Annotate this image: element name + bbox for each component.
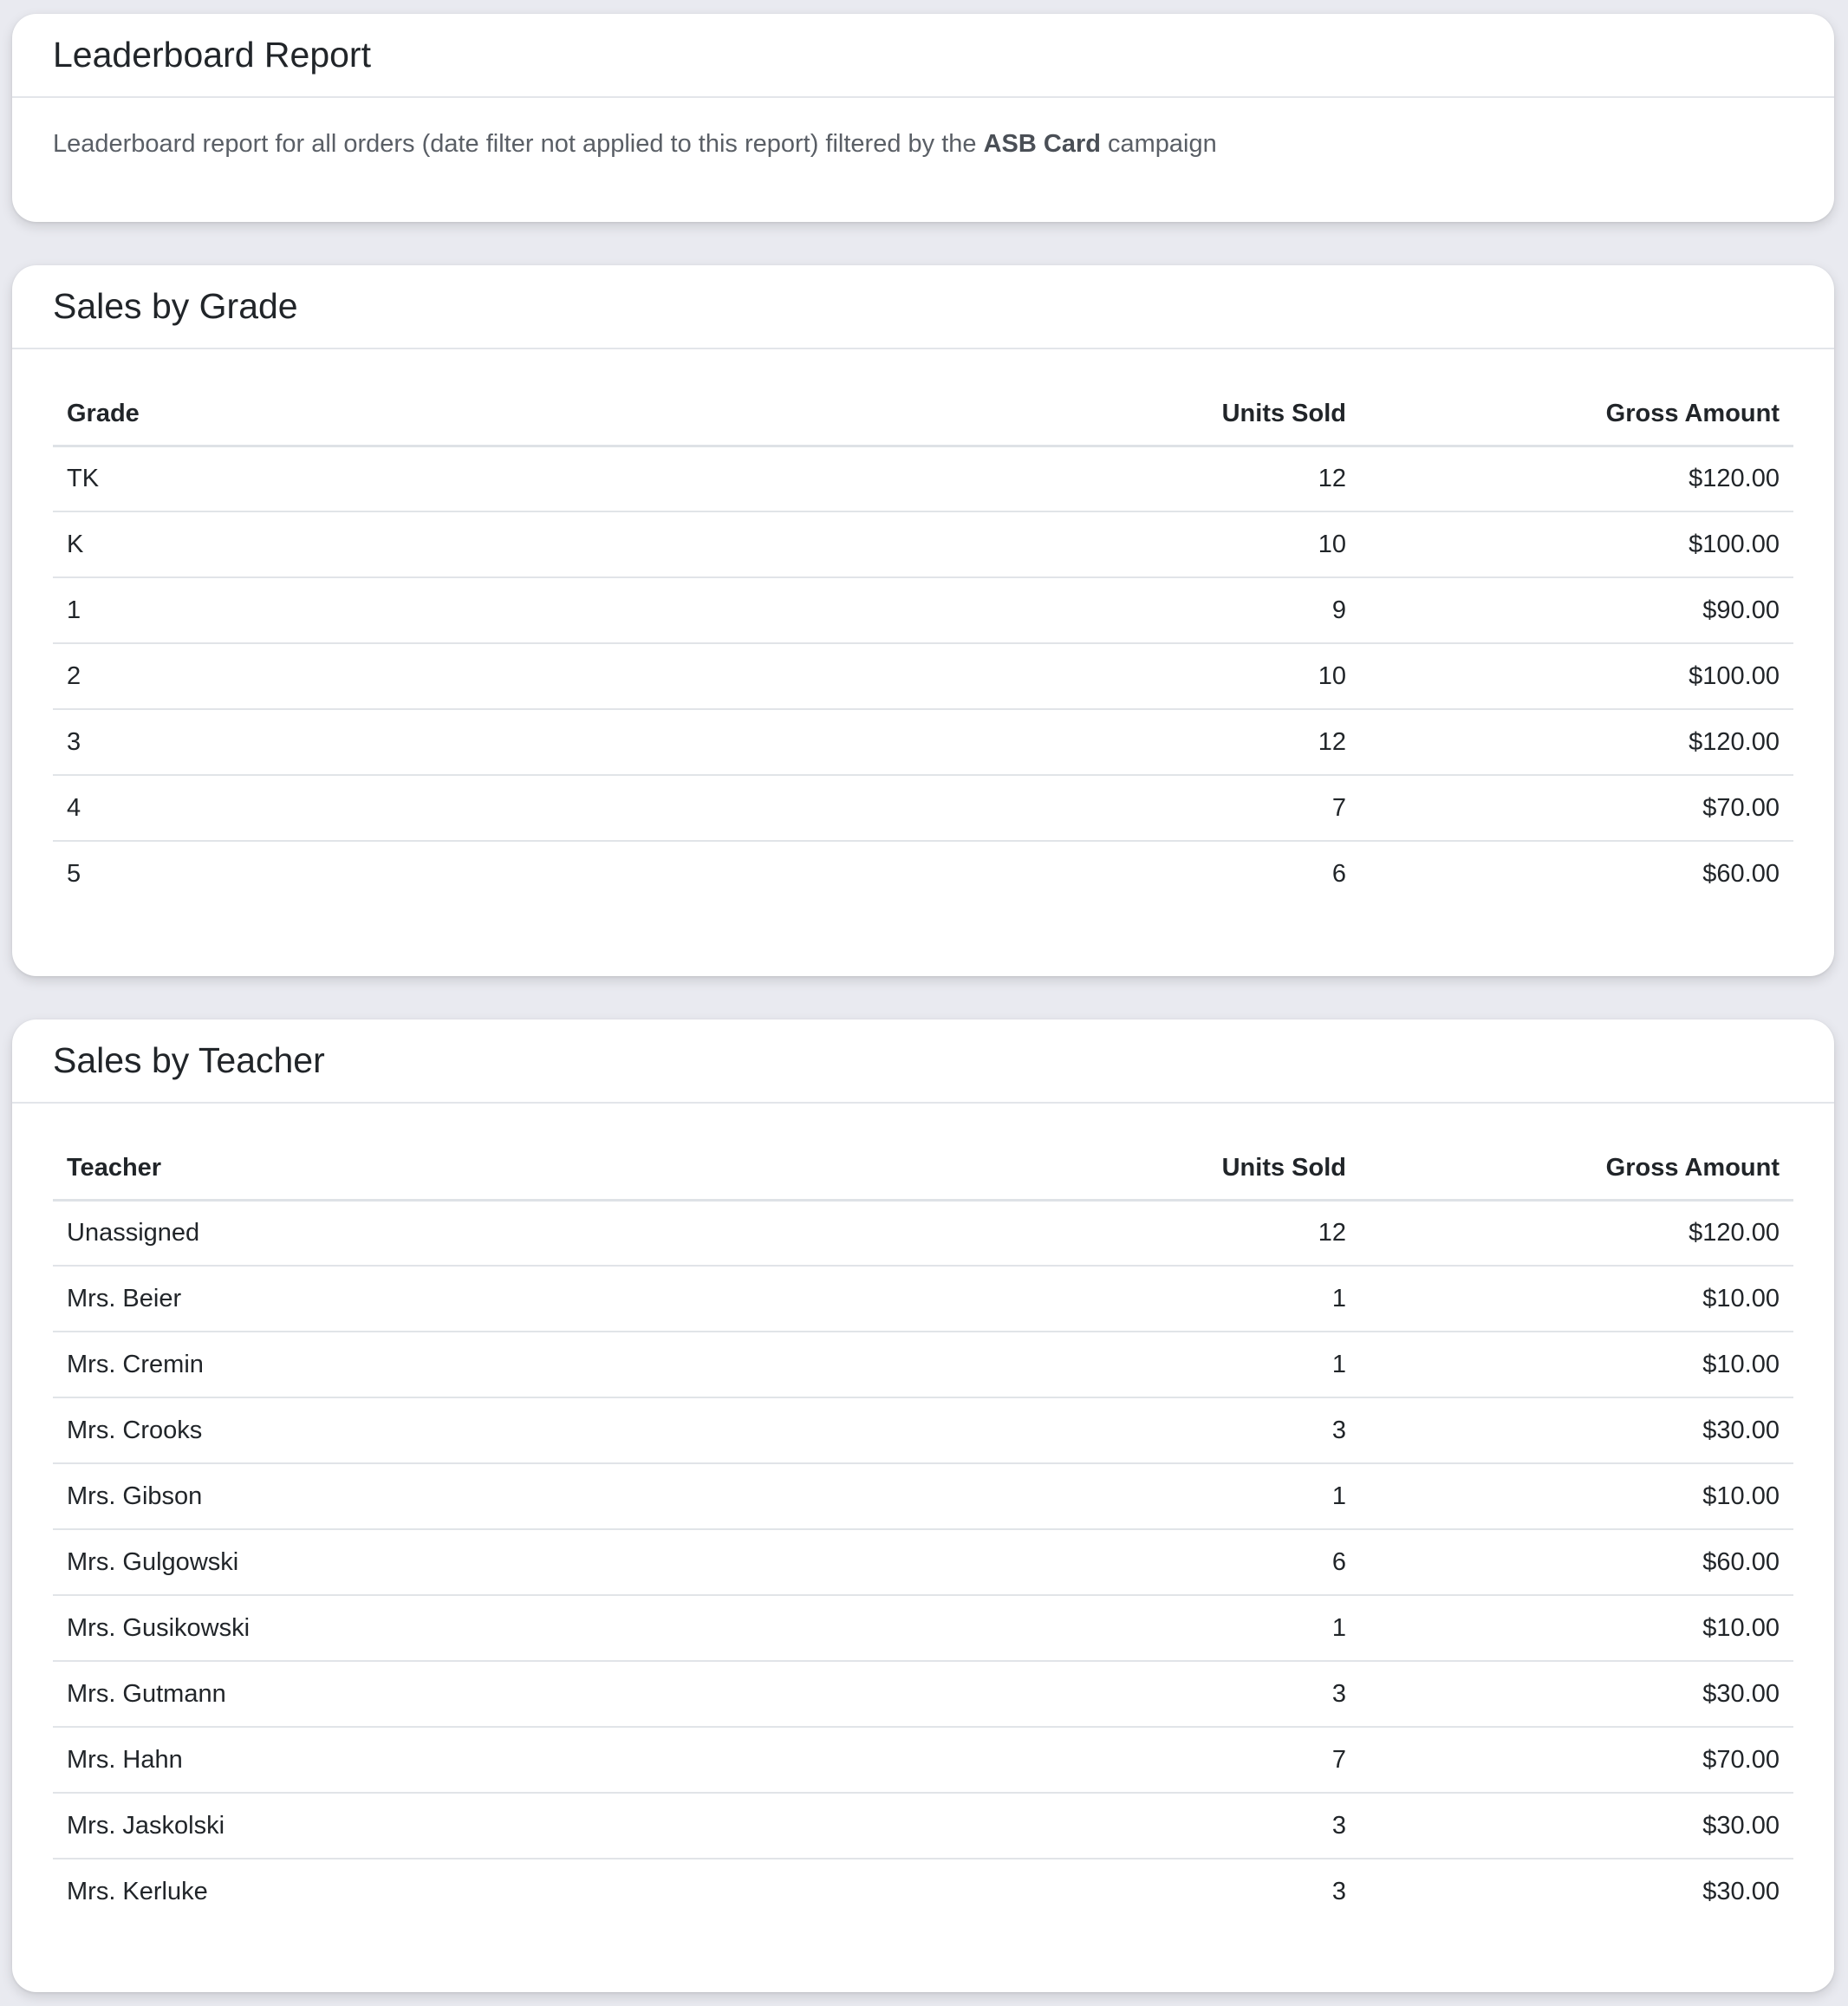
units-sold-column-header[interactable]: Units Sold xyxy=(1100,383,1360,446)
gross-amount-cell: $30.00 xyxy=(1360,1661,1793,1727)
gross-amount-cell: $90.00 xyxy=(1360,577,1793,643)
gross-amount-cell: $70.00 xyxy=(1360,1727,1793,1793)
table-row xyxy=(53,1661,1793,1727)
table-row xyxy=(53,1200,1793,1266)
grade-cell: 5 xyxy=(67,860,81,888)
table-header-row xyxy=(53,383,1793,446)
sales-by-grade-table xyxy=(53,383,1793,907)
table-row xyxy=(53,1397,1793,1463)
leaderboard-report-card xyxy=(12,14,1834,222)
gross-amount-cell: $30.00 xyxy=(1360,1397,1793,1463)
sales-by-teacher-title: Sales by Teacher xyxy=(53,1040,325,1080)
teacher-cell: Mrs. Cremin xyxy=(53,1332,1100,1397)
table-header-row xyxy=(53,1137,1793,1200)
card-header xyxy=(12,14,1834,98)
units-sold-cell: 1 xyxy=(1100,1332,1360,1397)
gross-amount-cell: $10.00 xyxy=(1360,1332,1793,1397)
card-header xyxy=(12,265,1834,349)
gross-amount-column-header[interactable]: Gross Amount xyxy=(1360,383,1793,446)
units-sold-cell: 7 xyxy=(1100,775,1360,841)
units-sold-cell: 3 xyxy=(1331,1878,1346,1905)
teacher-cell: Unassigned xyxy=(53,1200,1100,1266)
teacher-column-header[interactable]: Teacher xyxy=(53,1137,1100,1200)
teacher-cell: Mrs. Gibson xyxy=(53,1463,1100,1529)
table-row xyxy=(53,1463,1793,1529)
campaign-name: ASB Card xyxy=(983,130,1101,158)
leaderboard-report-title: Leaderboard Report xyxy=(53,35,371,75)
sales-by-grade-title: Sales by Grade xyxy=(53,286,298,326)
teacher-rows xyxy=(53,1200,1793,1925)
table-row xyxy=(53,446,1793,511)
table-row xyxy=(53,841,1793,907)
table-row xyxy=(53,1859,1793,1925)
gross-amount-column-header[interactable]: Gross Amount xyxy=(1360,1137,1793,1200)
report-description xyxy=(53,129,1793,160)
teacher-cell: Mrs. Gusikowski xyxy=(53,1595,1100,1661)
sales-by-grade-card xyxy=(12,265,1834,976)
table-row xyxy=(53,1793,1793,1859)
gross-amount-cell: $70.00 xyxy=(1360,775,1793,841)
grade-rows xyxy=(53,446,1793,907)
gross-amount-cell: $30.00 xyxy=(1360,1793,1793,1859)
grade-cell: 3 xyxy=(53,709,1100,775)
gross-amount-cell: $10.00 xyxy=(1360,1463,1793,1529)
teacher-cell: Mrs. Hahn xyxy=(53,1727,1100,1793)
teacher-cell: Mrs. Gulgowski xyxy=(53,1529,1100,1595)
gross-amount-cell: $120.00 xyxy=(1360,709,1793,775)
teacher-cell: Mrs. Crooks xyxy=(53,1397,1100,1463)
units-sold-cell: 12 xyxy=(1100,446,1360,511)
grade-cell: TK xyxy=(53,446,1100,511)
sales-by-teacher-table xyxy=(53,1137,1793,1925)
units-sold-column-header[interactable]: Units Sold xyxy=(1100,1137,1360,1200)
table-row xyxy=(53,1332,1793,1397)
units-sold-cell: 1 xyxy=(1100,1463,1360,1529)
units-sold-cell: 12 xyxy=(1100,709,1360,775)
table-row xyxy=(53,577,1793,643)
teacher-cell: Mrs. Jaskolski xyxy=(53,1793,1100,1859)
grade-cell: 2 xyxy=(53,643,1100,709)
teacher-cell: Mrs. Beier xyxy=(53,1266,1100,1332)
units-sold-cell: 10 xyxy=(1100,511,1360,577)
grade-cell: 1 xyxy=(53,577,1100,643)
units-sold-cell: 3 xyxy=(1100,1397,1360,1463)
teacher-cell: Mrs. Gutmann xyxy=(53,1661,1100,1727)
gross-amount-cell: $100.00 xyxy=(1360,643,1793,709)
units-sold-cell: 1 xyxy=(1100,1266,1360,1332)
gross-amount-cell: $60.00 xyxy=(1702,860,1780,888)
units-sold-cell: 9 xyxy=(1100,577,1360,643)
gross-amount-cell: $120.00 xyxy=(1360,1200,1793,1266)
units-sold-cell: 1 xyxy=(1100,1595,1360,1661)
gross-amount-cell: $60.00 xyxy=(1360,1529,1793,1595)
units-sold-cell: 3 xyxy=(1100,1793,1360,1859)
table-row xyxy=(53,1266,1793,1332)
units-sold-cell: 3 xyxy=(1100,1661,1360,1727)
table-row xyxy=(53,775,1793,841)
gross-amount-cell: $10.00 xyxy=(1360,1266,1793,1332)
sales-by-teacher-card xyxy=(12,1019,1834,1992)
gross-amount-cell: $100.00 xyxy=(1360,511,1793,577)
table-row xyxy=(53,1727,1793,1793)
units-sold-cell: 6 xyxy=(1331,860,1346,888)
grade-cell: K xyxy=(53,511,1100,577)
description-suffix: campaign xyxy=(1100,130,1217,158)
teacher-cell: Mrs. Kerluke xyxy=(67,1878,208,1905)
table-row xyxy=(53,1595,1793,1661)
gross-amount-cell: $30.00 xyxy=(1702,1878,1780,1905)
units-sold-cell: 6 xyxy=(1100,1529,1360,1595)
card-header xyxy=(12,1019,1834,1104)
units-sold-cell: 12 xyxy=(1100,1200,1360,1266)
gross-amount-cell: $120.00 xyxy=(1360,446,1793,511)
gross-amount-cell: $10.00 xyxy=(1360,1595,1793,1661)
table-row xyxy=(53,709,1793,775)
table-row xyxy=(53,511,1793,577)
units-sold-cell: 7 xyxy=(1100,1727,1360,1793)
table-row xyxy=(53,643,1793,709)
description-prefix: Leaderboard report for all orders (date filter not applied to this report) filtered by the xyxy=(53,130,984,158)
grade-column-header[interactable]: Grade xyxy=(53,383,1100,446)
units-sold-cell: 10 xyxy=(1100,643,1360,709)
grade-cell: 4 xyxy=(53,775,1100,841)
table-row xyxy=(53,1529,1793,1595)
